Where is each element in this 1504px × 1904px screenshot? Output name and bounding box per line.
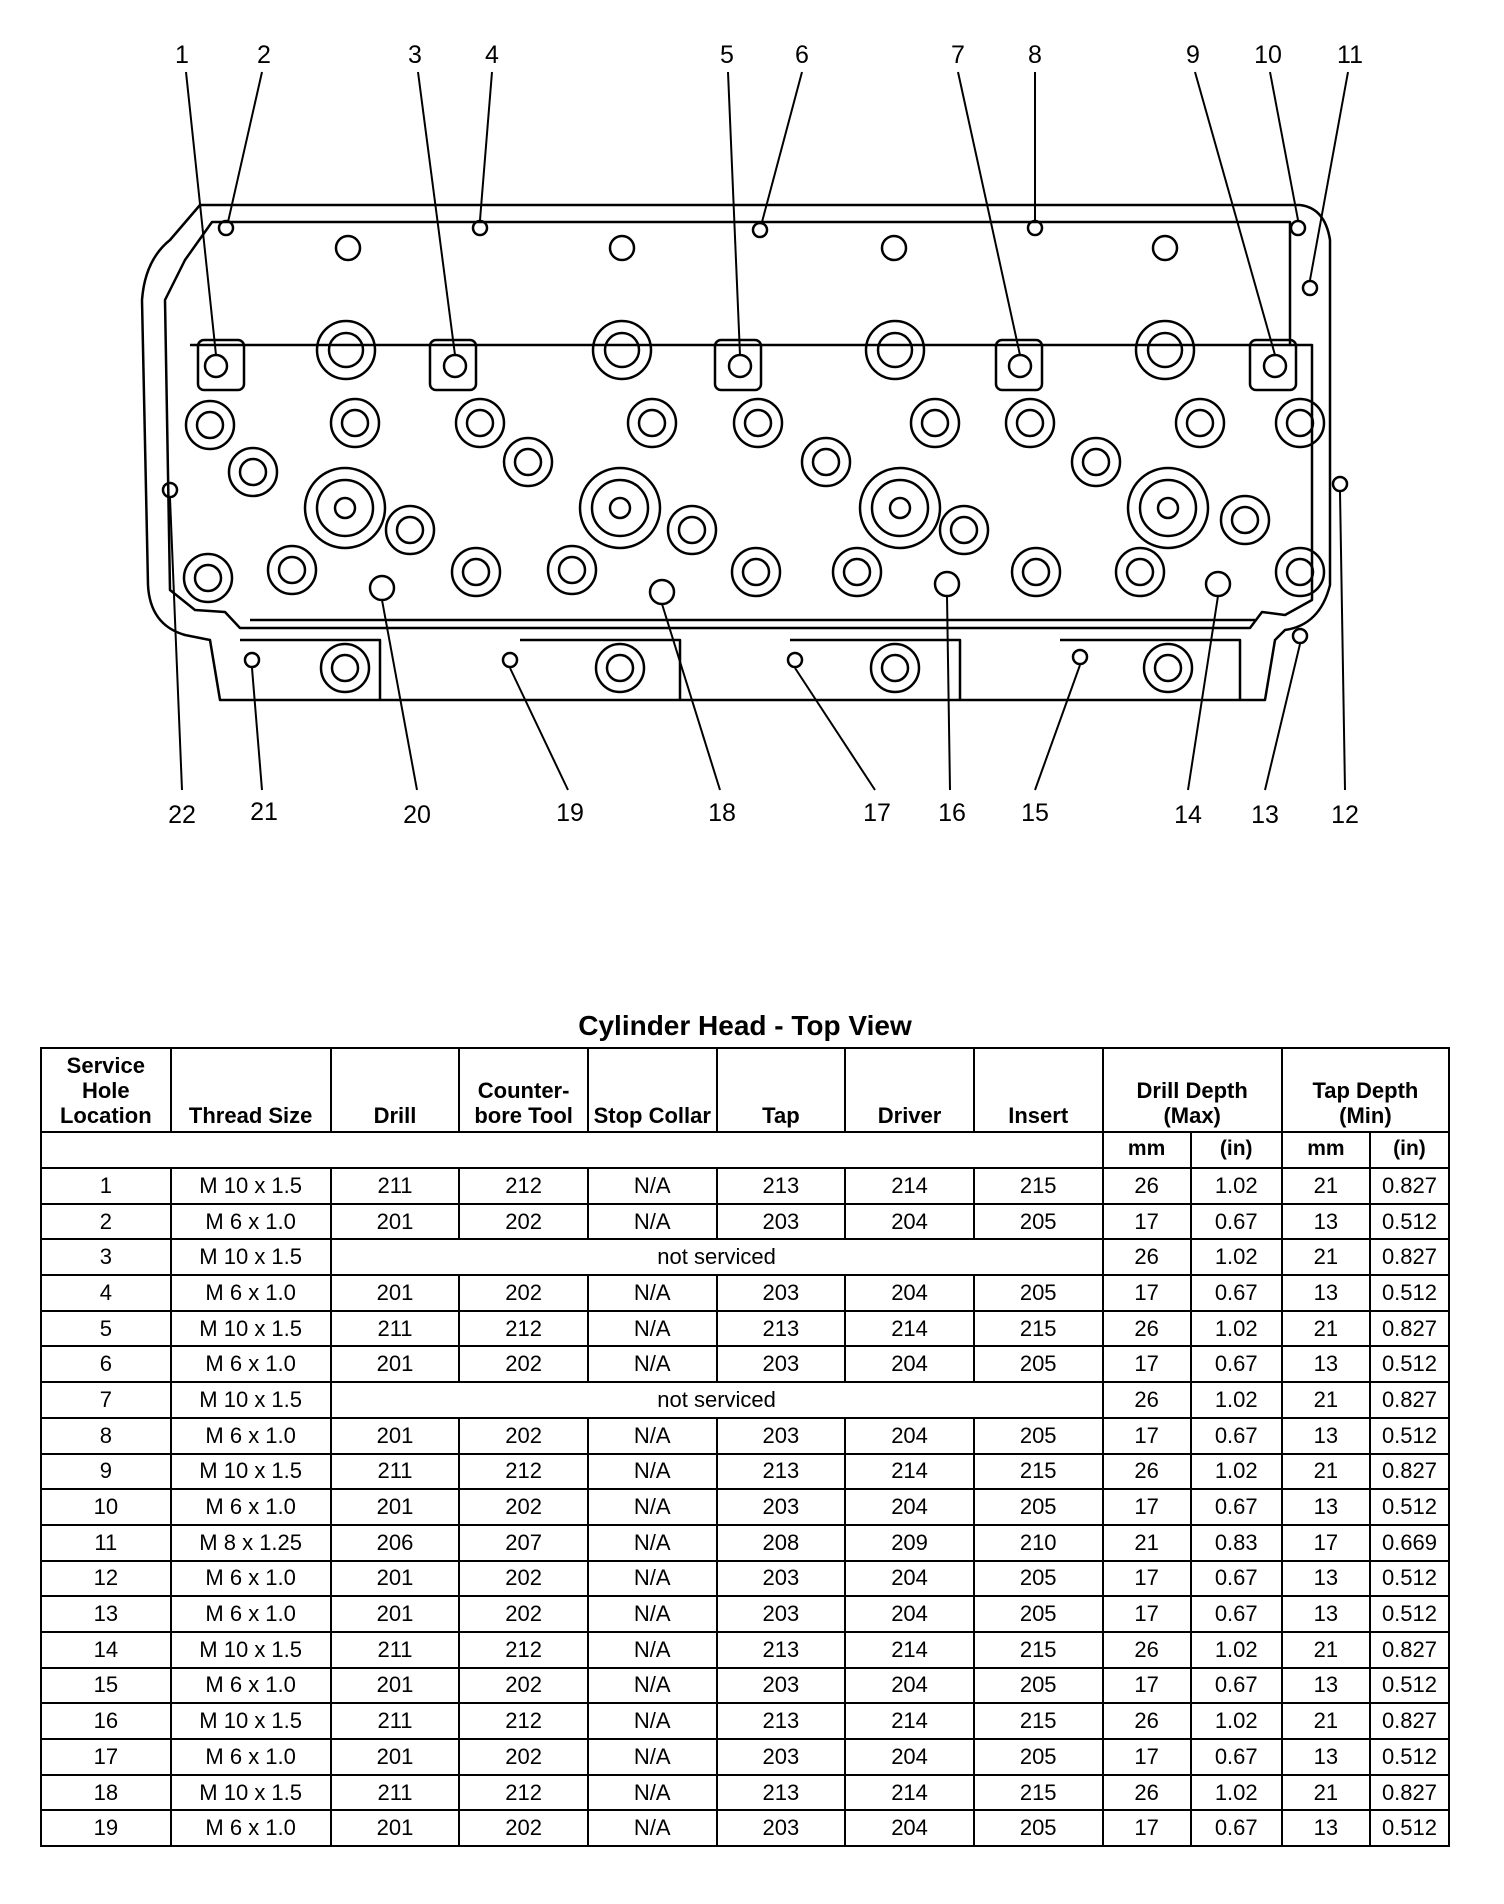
cell-insert: 215 (974, 1311, 1103, 1347)
cell-location: 9 (41, 1454, 171, 1490)
cell-tap-depth-mm: 13 (1282, 1418, 1370, 1454)
cell-tap: 213 (717, 1168, 846, 1204)
callout-18: 18 (708, 799, 736, 827)
cell-drill-depth-mm: 17 (1103, 1489, 1191, 1525)
cell-stop-collar: N/A (588, 1632, 717, 1668)
cell-driver: 214 (845, 1168, 974, 1204)
cell-drill: 211 (331, 1632, 460, 1668)
cell-drill-depth-mm: 17 (1103, 1561, 1191, 1597)
cell-stop-collar: N/A (588, 1525, 717, 1561)
callout-22: 22 (168, 801, 196, 829)
cell-drill-depth-mm: 21 (1103, 1525, 1191, 1561)
cell-tap-depth-in: 0.512 (1370, 1346, 1449, 1382)
cell-drill-depth-in: 0.67 (1191, 1596, 1282, 1632)
cell-location: 6 (41, 1346, 171, 1382)
header-drill: Drill (331, 1048, 460, 1132)
cell-tap-depth-mm: 21 (1282, 1311, 1370, 1347)
cell-tap-depth-mm: 13 (1282, 1810, 1370, 1846)
cell-drill: 211 (331, 1454, 460, 1490)
cell-driver: 204 (845, 1739, 974, 1775)
cell-driver: 214 (845, 1632, 974, 1668)
cell-tap-depth-in: 0.512 (1370, 1204, 1449, 1240)
cell-location: 8 (41, 1418, 171, 1454)
cell-thread-size: M 10 x 1.5 (171, 1454, 331, 1490)
port-openings (240, 640, 1240, 700)
cell-counterbore-tool: 212 (459, 1168, 588, 1204)
cell-drill-depth-mm: 17 (1103, 1204, 1191, 1240)
table-title: Cylinder Head - Top View (578, 1010, 912, 1041)
cell-driver: 204 (845, 1489, 974, 1525)
table-row (41, 1382, 1449, 1418)
cell-counterbore-tool: 212 (459, 1703, 588, 1739)
cell-drill-depth-mm: 26 (1103, 1311, 1191, 1347)
cell-thread-size: M 6 x 1.0 (171, 1275, 331, 1311)
callouts-top (175, 41, 1363, 69)
cell-drill-depth-in: 1.02 (1191, 1168, 1282, 1204)
cell-not-serviced: not serviced (331, 1382, 1103, 1418)
cell-tap-depth-mm: 13 (1282, 1275, 1370, 1311)
cell-counterbore-tool: 202 (459, 1668, 588, 1704)
cell-drill-depth-in: 0.83 (1191, 1525, 1282, 1561)
cell-driver: 214 (845, 1703, 974, 1739)
callout-14: 14 (1174, 801, 1202, 829)
table-row (41, 1668, 1449, 1704)
cell-location: 15 (41, 1668, 171, 1704)
callout-8: 8 (1028, 41, 1042, 69)
cell-tap-depth-mm: 21 (1282, 1168, 1370, 1204)
cell-location: 18 (41, 1775, 171, 1811)
cell-tap-depth-mm: 13 (1282, 1489, 1370, 1525)
cell-drill-depth-mm: 17 (1103, 1668, 1191, 1704)
unit-drill-mm: mm (1103, 1132, 1191, 1168)
cell-tap: 203 (717, 1810, 846, 1846)
table-row (41, 1275, 1449, 1311)
cell-tap: 203 (717, 1346, 846, 1382)
cell-drill-depth-in: 1.02 (1191, 1454, 1282, 1490)
units-row (41, 1132, 1449, 1168)
callout-10: 10 (1254, 41, 1282, 69)
cell-thread-size: M 6 x 1.0 (171, 1489, 331, 1525)
table-row (41, 1739, 1449, 1775)
cell-location: 19 (41, 1810, 171, 1846)
cell-location: 14 (41, 1632, 171, 1668)
cell-drill-depth-mm: 17 (1103, 1810, 1191, 1846)
callout-19: 19 (556, 799, 584, 827)
cell-location: 16 (41, 1703, 171, 1739)
cell-location: 2 (41, 1204, 171, 1240)
cell-drill-depth-mm: 17 (1103, 1418, 1191, 1454)
cell-drill-depth-in: 1.02 (1191, 1239, 1282, 1275)
cell-drill-depth-in: 0.67 (1191, 1810, 1282, 1846)
cell-tap-depth-mm: 13 (1282, 1346, 1370, 1382)
cell-drill-depth-mm: 26 (1103, 1632, 1191, 1668)
table-row (41, 1489, 1449, 1525)
cell-tap-depth-in: 0.827 (1370, 1239, 1449, 1275)
callout-16: 16 (938, 799, 966, 827)
cell-tap: 208 (717, 1525, 846, 1561)
cell-thread-size: M 10 x 1.5 (171, 1632, 331, 1668)
callout-21: 21 (250, 798, 278, 826)
cell-drill-depth-in: 1.02 (1191, 1703, 1282, 1739)
service-holes (163, 221, 1347, 667)
cell-insert: 205 (974, 1739, 1103, 1775)
cell-tap-depth-in: 0.512 (1370, 1275, 1449, 1311)
cell-stop-collar: N/A (588, 1810, 717, 1846)
cell-counterbore-tool: 202 (459, 1739, 588, 1775)
table-row (41, 1632, 1449, 1668)
cell-drill-depth-mm: 26 (1103, 1454, 1191, 1490)
header-stop-collar: Stop Collar (588, 1048, 717, 1132)
table-row (41, 1239, 1449, 1275)
cell-insert: 205 (974, 1596, 1103, 1632)
cell-counterbore-tool: 202 (459, 1489, 588, 1525)
cell-drill-depth-in: 1.02 (1191, 1775, 1282, 1811)
table-row (41, 1346, 1449, 1382)
callout-7: 7 (951, 41, 965, 69)
cell-drill-depth-in: 1.02 (1191, 1311, 1282, 1347)
table-row (41, 1204, 1449, 1240)
cell-drill-depth-in: 1.02 (1191, 1632, 1282, 1668)
cell-not-serviced: not serviced (331, 1239, 1103, 1275)
cell-drill: 201 (331, 1739, 460, 1775)
cell-drill: 201 (331, 1596, 460, 1632)
cell-drill-depth-in: 0.67 (1191, 1561, 1282, 1597)
cell-drill-depth-in: 0.67 (1191, 1275, 1282, 1311)
cell-location: 10 (41, 1489, 171, 1525)
cell-drill-depth-mm: 17 (1103, 1739, 1191, 1775)
cell-tap-depth-in: 0.827 (1370, 1632, 1449, 1668)
cell-drill-depth-mm: 26 (1103, 1382, 1191, 1418)
cell-drill: 201 (331, 1418, 460, 1454)
cell-driver: 204 (845, 1561, 974, 1597)
unit-tap-mm: mm (1282, 1132, 1370, 1168)
callout-2: 2 (257, 41, 271, 69)
cell-thread-size: M 6 x 1.0 (171, 1561, 331, 1597)
cell-drill: 201 (331, 1204, 460, 1240)
deck-contour (165, 222, 1312, 628)
cell-insert: 205 (974, 1275, 1103, 1311)
cell-stop-collar: N/A (588, 1168, 717, 1204)
callout-1: 1 (175, 41, 189, 69)
header-tap: Tap (717, 1048, 846, 1132)
callout-3: 3 (408, 41, 422, 69)
cell-driver: 204 (845, 1418, 974, 1454)
table-row (41, 1168, 1449, 1204)
cell-tap-depth-mm: 17 (1282, 1525, 1370, 1561)
cell-tap-depth-in: 0.827 (1370, 1311, 1449, 1347)
cell-counterbore-tool: 207 (459, 1525, 588, 1561)
cell-drill-depth-mm: 26 (1103, 1168, 1191, 1204)
cell-driver: 214 (845, 1775, 974, 1811)
cell-location: 11 (41, 1525, 171, 1561)
unit-drill-in: (in) (1191, 1132, 1282, 1168)
cell-counterbore-tool: 212 (459, 1454, 588, 1490)
cell-tap: 203 (717, 1739, 846, 1775)
cell-insert: 205 (974, 1561, 1103, 1597)
cell-tap-depth-in: 0.512 (1370, 1668, 1449, 1704)
cell-tap: 203 (717, 1668, 846, 1704)
cell-drill-depth-mm: 26 (1103, 1775, 1191, 1811)
cell-insert: 215 (974, 1632, 1103, 1668)
cell-drill-depth-mm: 17 (1103, 1596, 1191, 1632)
cell-drill-depth-mm: 17 (1103, 1346, 1191, 1382)
cell-tap-depth-mm: 13 (1282, 1739, 1370, 1775)
cell-stop-collar: N/A (588, 1418, 717, 1454)
cell-tap-depth-mm: 13 (1282, 1204, 1370, 1240)
header-insert: Insert (974, 1048, 1103, 1132)
cell-tap: 203 (717, 1561, 846, 1597)
cell-drill-depth-in: 1.02 (1191, 1382, 1282, 1418)
callouts-bottom (168, 798, 1359, 829)
cell-tap-depth-mm: 13 (1282, 1668, 1370, 1704)
cell-thread-size: M 6 x 1.0 (171, 1739, 331, 1775)
callout-6: 6 (795, 41, 809, 69)
cell-tap-depth-mm: 21 (1282, 1454, 1370, 1490)
cell-drill: 201 (331, 1668, 460, 1704)
cell-thread-size: M 8 x 1.25 (171, 1525, 331, 1561)
cell-drill: 201 (331, 1561, 460, 1597)
cell-tap-depth-in: 0.512 (1370, 1810, 1449, 1846)
cell-insert: 215 (974, 1168, 1103, 1204)
cell-thread-size: M 6 x 1.0 (171, 1668, 331, 1704)
cell-drill: 201 (331, 1275, 460, 1311)
table-row (41, 1418, 1449, 1454)
table-row (41, 1810, 1449, 1846)
cell-tap-depth-in: 0.512 (1370, 1489, 1449, 1525)
cell-tap: 203 (717, 1489, 846, 1525)
cell-driver: 204 (845, 1275, 974, 1311)
cell-driver: 204 (845, 1596, 974, 1632)
cell-tap: 213 (717, 1632, 846, 1668)
cell-location: 5 (41, 1311, 171, 1347)
cell-drill-depth-in: 0.67 (1191, 1668, 1282, 1704)
cell-location: 7 (41, 1382, 171, 1418)
table-row (41, 1311, 1449, 1347)
cell-tap-depth-in: 0.669 (1370, 1525, 1449, 1561)
header-row (41, 1048, 1449, 1132)
cell-location: 12 (41, 1561, 171, 1597)
cell-insert: 215 (974, 1454, 1103, 1490)
cell-drill: 211 (331, 1311, 460, 1347)
cell-drill: 201 (331, 1346, 460, 1382)
service-hole-table (40, 1047, 1450, 1847)
cell-thread-size: M 6 x 1.0 (171, 1596, 331, 1632)
cell-insert: 205 (974, 1418, 1103, 1454)
cell-tap-depth-in: 0.827 (1370, 1168, 1449, 1204)
cell-counterbore-tool: 212 (459, 1632, 588, 1668)
cell-tap-depth-in: 0.827 (1370, 1454, 1449, 1490)
cell-counterbore-tool: 202 (459, 1204, 588, 1240)
cell-tap: 213 (717, 1775, 846, 1811)
cell-driver: 214 (845, 1311, 974, 1347)
cell-insert: 215 (974, 1703, 1103, 1739)
cell-thread-size: M 6 x 1.0 (171, 1418, 331, 1454)
cell-drill-depth-in: 0.67 (1191, 1346, 1282, 1382)
cell-thread-size: M 10 x 1.5 (171, 1239, 331, 1275)
unit-tap-in: (in) (1370, 1132, 1449, 1168)
callout-9: 9 (1186, 41, 1200, 69)
cell-tap-depth-mm: 21 (1282, 1632, 1370, 1668)
cell-counterbore-tool: 202 (459, 1346, 588, 1382)
cell-counterbore-tool: 202 (459, 1561, 588, 1597)
cell-tap-depth-mm: 13 (1282, 1596, 1370, 1632)
callout-4: 4 (485, 41, 499, 69)
cell-drill-depth-in: 0.67 (1191, 1418, 1282, 1454)
cell-location: 13 (41, 1596, 171, 1632)
callout-15: 15 (1021, 799, 1049, 827)
cell-stop-collar: N/A (588, 1454, 717, 1490)
injector-bores (305, 468, 1208, 548)
cell-thread-size: M 10 x 1.5 (171, 1311, 331, 1347)
cell-tap-depth-in: 0.512 (1370, 1561, 1449, 1597)
cell-stop-collar: N/A (588, 1596, 717, 1632)
cell-tap-depth-mm: 21 (1282, 1703, 1370, 1739)
cell-drill: 211 (331, 1168, 460, 1204)
header-tap-depth: Tap Depth (Min) (1282, 1048, 1449, 1132)
cell-driver: 204 (845, 1668, 974, 1704)
cell-stop-collar: N/A (588, 1346, 717, 1382)
cell-drill: 206 (331, 1525, 460, 1561)
cell-insert: 205 (974, 1204, 1103, 1240)
cell-tap: 203 (717, 1418, 846, 1454)
cell-tap: 213 (717, 1454, 846, 1490)
table-row (41, 1454, 1449, 1490)
cell-location: 3 (41, 1239, 171, 1275)
cell-driver: 209 (845, 1525, 974, 1561)
cell-location: 1 (41, 1168, 171, 1204)
cell-drill-depth-in: 0.67 (1191, 1489, 1282, 1525)
cell-tap-depth-mm: 21 (1282, 1239, 1370, 1275)
cell-drill: 211 (331, 1775, 460, 1811)
cell-stop-collar: N/A (588, 1775, 717, 1811)
cell-thread-size: M 10 x 1.5 (171, 1382, 331, 1418)
cell-counterbore-tool: 212 (459, 1311, 588, 1347)
header-driver: Driver (845, 1048, 974, 1132)
cell-thread-size: M 6 x 1.0 (171, 1204, 331, 1240)
cell-drill-depth-mm: 26 (1103, 1239, 1191, 1275)
cell-insert: 205 (974, 1346, 1103, 1382)
cell-counterbore-tool: 212 (459, 1775, 588, 1811)
cell-thread-size: M 10 x 1.5 (171, 1775, 331, 1811)
leader-lines (170, 72, 1348, 790)
callout-11: 11 (1337, 41, 1363, 69)
cell-stop-collar: N/A (588, 1204, 717, 1240)
table-body (41, 1168, 1449, 1846)
cell-tap-depth-mm: 21 (1282, 1382, 1370, 1418)
cell-insert: 210 (974, 1525, 1103, 1561)
cell-tap-depth-in: 0.827 (1370, 1703, 1449, 1739)
header-thread-size: Thread Size (171, 1048, 331, 1132)
cell-drill-depth-in: 0.67 (1191, 1204, 1282, 1240)
cell-tap-depth-in: 0.512 (1370, 1418, 1449, 1454)
header-counterbore: Counter- bore Tool (459, 1048, 588, 1132)
callout-12: 12 (1331, 801, 1359, 829)
cell-tap: 203 (717, 1204, 846, 1240)
cell-stop-collar: N/A (588, 1311, 717, 1347)
table-row (41, 1561, 1449, 1597)
table-row (41, 1525, 1449, 1561)
cell-tap: 213 (717, 1703, 846, 1739)
cell-stop-collar: N/A (588, 1739, 717, 1775)
header-drill-depth: Drill Depth (Max) (1103, 1048, 1282, 1132)
cell-location: 4 (41, 1275, 171, 1311)
cell-tap: 203 (717, 1275, 846, 1311)
cell-counterbore-tool: 202 (459, 1275, 588, 1311)
cell-tap-depth-in: 0.827 (1370, 1382, 1449, 1418)
cell-insert: 205 (974, 1489, 1103, 1525)
cell-tap: 213 (717, 1311, 846, 1347)
cell-counterbore-tool: 202 (459, 1596, 588, 1632)
callout-13: 13 (1251, 801, 1279, 829)
cell-counterbore-tool: 202 (459, 1810, 588, 1846)
cell-tap-depth-mm: 13 (1282, 1561, 1370, 1597)
head-bolt-bores (184, 236, 1324, 692)
callout-17: 17 (863, 799, 891, 827)
cell-thread-size: M 6 x 1.0 (171, 1810, 331, 1846)
cell-stop-collar: N/A (588, 1489, 717, 1525)
cell-thread-size: M 6 x 1.0 (171, 1346, 331, 1382)
cell-insert: 205 (974, 1668, 1103, 1704)
cell-tap-depth-mm: 21 (1282, 1775, 1370, 1811)
cell-drill-depth-mm: 17 (1103, 1275, 1191, 1311)
cell-drill: 211 (331, 1703, 460, 1739)
callout-20: 20 (403, 801, 431, 829)
table-row (41, 1775, 1449, 1811)
table-row (41, 1596, 1449, 1632)
header-location: Service Hole Location (41, 1048, 171, 1132)
cell-stop-collar: N/A (588, 1275, 717, 1311)
cell-thread-size: M 10 x 1.5 (171, 1168, 331, 1204)
cell-stop-collar: N/A (588, 1561, 717, 1597)
cell-tap: 203 (717, 1596, 846, 1632)
cell-driver: 204 (845, 1810, 974, 1846)
callout-5: 5 (720, 41, 734, 69)
cell-drill-depth-in: 0.67 (1191, 1739, 1282, 1775)
cell-tap-depth-in: 0.827 (1370, 1775, 1449, 1811)
cell-insert: 205 (974, 1810, 1103, 1846)
units-spacer (41, 1132, 1103, 1168)
cell-drill-depth-mm: 26 (1103, 1703, 1191, 1739)
table-row (41, 1703, 1449, 1739)
cell-drill: 201 (331, 1810, 460, 1846)
cell-driver: 204 (845, 1204, 974, 1240)
cell-location: 17 (41, 1739, 171, 1775)
cell-drill: 201 (331, 1489, 460, 1525)
cell-driver: 204 (845, 1346, 974, 1382)
cell-insert: 215 (974, 1775, 1103, 1811)
cell-driver: 214 (845, 1454, 974, 1490)
cell-thread-size: M 10 x 1.5 (171, 1703, 331, 1739)
cell-tap-depth-in: 0.512 (1370, 1739, 1449, 1775)
cell-stop-collar: N/A (588, 1668, 717, 1704)
cell-stop-collar: N/A (588, 1703, 717, 1739)
cell-counterbore-tool: 202 (459, 1418, 588, 1454)
cell-tap-depth-in: 0.512 (1370, 1596, 1449, 1632)
